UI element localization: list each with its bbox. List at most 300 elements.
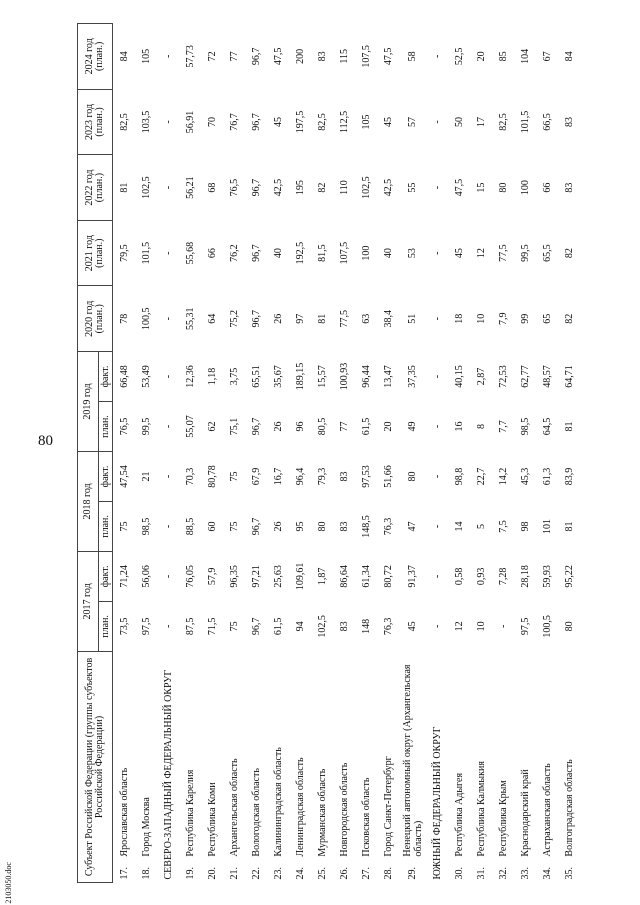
value-cell: 76,7 bbox=[228, 113, 240, 131]
value-cell: 47,5 bbox=[272, 47, 284, 66]
value-cell: 55 bbox=[407, 182, 418, 193]
value-cell: 58 bbox=[407, 51, 418, 62]
value-cell: 40 bbox=[272, 248, 284, 259]
value-cell: 200 bbox=[294, 48, 306, 64]
value-cell: 85 bbox=[497, 51, 509, 62]
value-cell: 96,4 bbox=[294, 467, 306, 486]
row-number: 21. bbox=[228, 867, 240, 880]
value-cell: 77 bbox=[228, 51, 240, 62]
value-cell: - bbox=[162, 424, 174, 429]
value-cell: 76,5 bbox=[118, 417, 130, 436]
value-cell: 51 bbox=[407, 313, 418, 324]
value-cell: 7,5 bbox=[497, 520, 509, 533]
value-cell: 62 bbox=[206, 421, 218, 432]
value-cell: 112,5 bbox=[338, 110, 350, 134]
value-cell: 28,18 bbox=[519, 565, 531, 588]
value-cell: 80,5 bbox=[316, 417, 328, 436]
value-cell: 68 bbox=[206, 182, 218, 193]
value-cell: 26 bbox=[272, 421, 284, 432]
row-number: 35. bbox=[563, 867, 575, 880]
value-cell: 96,7 bbox=[250, 417, 262, 436]
row-number: 33. bbox=[519, 867, 531, 880]
row-number: 29. bbox=[407, 867, 418, 880]
value-cell: 102,5 bbox=[140, 176, 152, 199]
value-cell: 12 bbox=[475, 248, 487, 259]
region-name: Ярославская область bbox=[118, 767, 130, 857]
value-cell: 75 bbox=[228, 471, 240, 482]
value-cell: 67 bbox=[541, 51, 553, 62]
value-cell: 38,4 bbox=[382, 310, 394, 328]
row-number: 22. bbox=[250, 867, 262, 880]
value-cell: 71,5 bbox=[206, 617, 218, 636]
value-cell: 97,53 bbox=[360, 465, 372, 488]
value-cell: 53 bbox=[407, 248, 418, 259]
region-name: Ленинградская область bbox=[294, 757, 306, 857]
value-cell: 88,5 bbox=[184, 517, 196, 536]
region-name: Ненецкий автономный округ (Архангельская область) bbox=[401, 664, 424, 857]
value-cell: 99 bbox=[519, 313, 531, 324]
table-row bbox=[448, 24, 470, 883]
value-cell: 55,07 bbox=[184, 415, 196, 438]
row-number: 27. bbox=[360, 867, 372, 880]
data-table bbox=[77, 23, 580, 883]
value-cell: 75 bbox=[228, 521, 240, 532]
value-cell: 77,5 bbox=[338, 310, 350, 328]
table-row bbox=[333, 24, 355, 883]
value-cell: 96,7 bbox=[250, 47, 262, 66]
value-cell: 107,5 bbox=[338, 241, 350, 265]
value-cell: 8 bbox=[475, 424, 487, 429]
value-cell: 80 bbox=[563, 621, 575, 632]
region-name: Калининградская область bbox=[272, 747, 284, 857]
year-header: 2018 год bbox=[78, 451, 99, 551]
value-cell: 109,61 bbox=[294, 562, 306, 591]
value-cell: - bbox=[162, 251, 174, 255]
region-name: Астраханская область bbox=[541, 763, 553, 857]
value-cell: 10 bbox=[475, 313, 487, 324]
value-cell: 81,5 bbox=[316, 244, 328, 262]
value-cell: - bbox=[431, 374, 443, 379]
value-cell: 66 bbox=[206, 248, 218, 259]
value-cell: 97 bbox=[294, 313, 306, 324]
region-name: Республика Крым bbox=[497, 780, 509, 857]
value-cell: 66,5 bbox=[541, 113, 553, 131]
value-cell: 76,2 bbox=[228, 244, 240, 262]
row-number: 19. bbox=[184, 867, 196, 880]
value-cell: - bbox=[431, 120, 443, 124]
region-name: Волгоградская область bbox=[563, 759, 575, 857]
value-cell: 64 bbox=[206, 313, 218, 324]
value-cell: 12 bbox=[453, 621, 465, 632]
value-cell: 49 bbox=[407, 421, 418, 432]
value-cell: 84 bbox=[118, 51, 130, 62]
rotated-table-container bbox=[77, 23, 637, 883]
value-cell: 1,18 bbox=[206, 367, 218, 386]
value-cell: 79,5 bbox=[118, 244, 130, 262]
row-number: 24. bbox=[294, 867, 306, 880]
value-cell: 7,9 bbox=[497, 312, 509, 325]
table-row bbox=[536, 24, 558, 883]
value-cell: 98,5 bbox=[519, 417, 531, 436]
value-cell: - bbox=[431, 524, 443, 529]
value-cell: 81 bbox=[563, 521, 575, 532]
value-cell: 47,5 bbox=[453, 178, 465, 197]
value-cell: 98,8 bbox=[453, 467, 465, 486]
page-number: 80 bbox=[38, 433, 53, 449]
value-cell: 100 bbox=[519, 180, 531, 196]
row-number: 30. bbox=[453, 867, 465, 880]
year-header: 2023 год (план.) bbox=[78, 89, 113, 155]
value-cell: - bbox=[162, 624, 174, 629]
fact-subheader: факт. bbox=[99, 451, 113, 501]
table-row bbox=[355, 24, 377, 883]
value-cell: 70 bbox=[206, 116, 218, 127]
value-cell: 115 bbox=[338, 49, 350, 64]
value-cell: 83 bbox=[316, 51, 328, 62]
value-cell: 97,5 bbox=[519, 617, 531, 636]
value-cell: 53,49 bbox=[140, 365, 152, 388]
value-cell: 0,58 bbox=[453, 567, 465, 586]
row-number: 23. bbox=[272, 867, 284, 880]
value-cell: 45,3 bbox=[519, 467, 531, 486]
value-cell: 45 bbox=[453, 248, 465, 259]
value-cell: 80 bbox=[407, 471, 418, 482]
value-cell: 197,5 bbox=[294, 110, 306, 134]
value-cell: 64,5 bbox=[541, 417, 553, 436]
table-row bbox=[267, 24, 289, 883]
value-cell: - bbox=[431, 474, 443, 479]
value-cell: 61,5 bbox=[360, 417, 372, 436]
row-number: 25. bbox=[316, 867, 328, 880]
region-name: Новгородская область bbox=[338, 762, 350, 857]
row-number: 32. bbox=[497, 867, 509, 880]
value-cell: 81 bbox=[563, 421, 575, 432]
value-cell: 105 bbox=[140, 48, 152, 64]
region-name: Республика Адыгея bbox=[453, 772, 465, 857]
row-number: 34. bbox=[541, 867, 553, 880]
value-cell: 82,5 bbox=[118, 113, 130, 131]
value-cell: 45 bbox=[407, 621, 418, 632]
year-header: 2022 год (план.) bbox=[78, 155, 113, 221]
table-row bbox=[135, 24, 157, 883]
value-cell: 96,7 bbox=[250, 517, 262, 536]
value-cell: 35,67 bbox=[272, 365, 284, 388]
value-cell: 96,7 bbox=[250, 113, 262, 131]
value-cell: 91,37 bbox=[407, 565, 418, 588]
value-cell: - bbox=[162, 120, 174, 124]
value-cell: 84 bbox=[563, 51, 575, 62]
value-cell: 189,15 bbox=[294, 362, 306, 391]
value-cell: 96,7 bbox=[250, 617, 262, 636]
value-cell: 96,44 bbox=[360, 365, 372, 388]
value-cell: 65 bbox=[541, 313, 553, 324]
table-row bbox=[201, 24, 223, 883]
value-cell: 76,05 bbox=[184, 565, 196, 588]
value-cell: 76,5 bbox=[228, 178, 240, 197]
value-cell: 55,31 bbox=[184, 307, 196, 330]
value-cell: 99,5 bbox=[140, 417, 152, 436]
value-cell: - bbox=[497, 624, 509, 629]
region-name: Архангельская область bbox=[228, 758, 240, 857]
value-cell: 102,5 bbox=[316, 615, 328, 638]
value-cell: 77,5 bbox=[497, 244, 509, 262]
value-cell: 7,7 bbox=[497, 420, 509, 433]
value-cell: 99,5 bbox=[519, 244, 531, 262]
year-header: 2019 год bbox=[78, 352, 99, 452]
value-cell: 45 bbox=[272, 116, 284, 127]
value-cell: 83 bbox=[338, 471, 350, 482]
table-row bbox=[492, 24, 514, 883]
value-cell: 100,93 bbox=[338, 362, 350, 391]
value-cell: 52,5 bbox=[453, 47, 465, 66]
row-number: 28. bbox=[382, 867, 394, 880]
value-cell: 98 bbox=[519, 521, 531, 532]
row-number: 18. bbox=[140, 867, 152, 880]
value-cell: 75 bbox=[228, 621, 240, 632]
value-cell: 26 bbox=[272, 313, 284, 324]
value-cell: 16,7 bbox=[272, 467, 284, 486]
value-cell: 16 bbox=[453, 421, 465, 432]
value-cell: 66,48 bbox=[118, 365, 130, 388]
value-cell: 96 bbox=[294, 421, 306, 432]
value-cell: 148 bbox=[360, 618, 372, 634]
value-cell: 72,53 bbox=[497, 365, 509, 388]
year-header: 2017 год bbox=[78, 551, 99, 651]
region-name: Вологодская область bbox=[250, 768, 262, 857]
table-header bbox=[78, 24, 113, 883]
value-cell: - bbox=[162, 374, 174, 379]
value-cell: 103,5 bbox=[140, 110, 152, 134]
value-cell: 47 bbox=[407, 521, 418, 532]
value-cell: 15 bbox=[475, 182, 487, 193]
value-cell: 77 bbox=[338, 421, 350, 432]
value-cell: 56,21 bbox=[184, 176, 196, 199]
value-cell: 82,5 bbox=[497, 113, 509, 131]
year-header: 2020 год (план.) bbox=[78, 286, 113, 352]
value-cell: 72 bbox=[206, 51, 218, 62]
value-cell: - bbox=[162, 185, 174, 190]
value-cell: - bbox=[162, 524, 174, 529]
value-cell: 78 bbox=[118, 313, 130, 324]
value-cell: 75,1 bbox=[228, 417, 240, 436]
value-cell: - bbox=[431, 251, 443, 255]
value-cell: 100,5 bbox=[140, 307, 152, 330]
value-cell: 95,22 bbox=[563, 565, 575, 588]
table-body bbox=[113, 24, 581, 883]
value-cell: 65,5 bbox=[541, 244, 553, 262]
table-row bbox=[558, 24, 580, 883]
value-cell: 56,06 bbox=[140, 565, 152, 588]
region-name: Республика Калмыкия bbox=[475, 761, 487, 857]
value-cell: 20 bbox=[382, 421, 394, 432]
value-cell: 3,75 bbox=[228, 367, 240, 386]
value-cell: 94 bbox=[294, 621, 306, 632]
value-cell: 80 bbox=[497, 182, 509, 193]
value-cell: 81 bbox=[316, 313, 328, 324]
value-cell: 107,5 bbox=[360, 45, 372, 68]
value-cell: 0,93 bbox=[475, 567, 487, 586]
section-row bbox=[157, 24, 179, 883]
section-title: СЕВЕРО-ЗАПАДНЫЙ ФЕДЕРАЛЬНЫЙ ОКРУГ bbox=[162, 669, 174, 880]
value-cell: - bbox=[431, 574, 443, 579]
value-cell: 26 bbox=[272, 521, 284, 532]
value-cell: 64,71 bbox=[563, 365, 575, 388]
value-cell: 45 bbox=[382, 116, 394, 127]
value-cell: 83 bbox=[563, 116, 575, 127]
value-cell: 61,5 bbox=[272, 617, 284, 636]
value-cell: 59,93 bbox=[541, 565, 553, 588]
value-cell: 5 bbox=[475, 523, 487, 529]
value-cell: 83,9 bbox=[563, 467, 575, 486]
region-name: Город Москва bbox=[140, 797, 152, 857]
table-row bbox=[179, 24, 201, 883]
value-cell: - bbox=[431, 54, 443, 59]
value-cell: 65,51 bbox=[250, 365, 262, 388]
value-cell: - bbox=[162, 474, 174, 479]
subject-header: Субъект Российской Федерации (группы субъектов Российской Федерации) bbox=[78, 651, 113, 882]
value-cell: 2,87 bbox=[475, 367, 487, 386]
row-number: 31. bbox=[475, 867, 487, 880]
value-cell: 40,15 bbox=[453, 365, 465, 388]
value-cell: 95 bbox=[294, 521, 306, 532]
value-cell: 81 bbox=[118, 182, 130, 193]
value-cell: 57 bbox=[407, 116, 418, 127]
value-cell: 100 bbox=[360, 245, 372, 261]
value-cell: 60 bbox=[206, 521, 218, 532]
row-number: 20. bbox=[206, 867, 218, 880]
value-cell: 18 bbox=[453, 313, 465, 324]
value-cell: 37,35 bbox=[407, 365, 418, 388]
value-cell: 55,68 bbox=[184, 241, 196, 265]
row-number: 26. bbox=[338, 867, 350, 880]
region-name: Город Санкт-Петербург bbox=[382, 756, 394, 857]
value-cell: - bbox=[431, 317, 443, 321]
value-cell: 7,28 bbox=[497, 567, 509, 586]
value-cell: 48,57 bbox=[541, 365, 553, 388]
value-cell: 66 bbox=[541, 182, 553, 193]
value-cell: 192,5 bbox=[294, 241, 306, 265]
value-cell: 70,3 bbox=[184, 467, 196, 486]
value-cell: 80,78 bbox=[206, 465, 218, 488]
document-code: 2103050.doc bbox=[4, 862, 13, 904]
value-cell: 80,72 bbox=[382, 565, 394, 588]
value-cell: 61,3 bbox=[541, 467, 553, 486]
value-cell: 12,36 bbox=[184, 365, 196, 388]
value-cell: - bbox=[431, 624, 443, 629]
value-cell: 101,5 bbox=[519, 110, 531, 134]
value-cell: 21 bbox=[140, 471, 152, 482]
value-cell: 67,9 bbox=[250, 467, 262, 486]
fact-subheader: факт. bbox=[99, 352, 113, 402]
value-cell: 25,63 bbox=[272, 565, 284, 588]
value-cell: 82 bbox=[563, 248, 575, 259]
value-cell: 82,5 bbox=[316, 113, 328, 131]
value-cell: 100,5 bbox=[541, 615, 553, 638]
value-cell: 96,35 bbox=[228, 565, 240, 588]
value-cell: 101,5 bbox=[140, 241, 152, 265]
value-cell: 195 bbox=[294, 180, 306, 196]
value-cell: 75 bbox=[118, 521, 130, 532]
region-name: Псковская область bbox=[360, 777, 372, 857]
value-cell: 87,5 bbox=[184, 617, 196, 636]
section-row bbox=[426, 24, 448, 883]
region-name: Мурманская область bbox=[316, 768, 328, 857]
value-cell: - bbox=[431, 185, 443, 190]
value-cell: 40 bbox=[382, 248, 394, 259]
row-number: 17. bbox=[118, 867, 130, 880]
value-cell: 62,77 bbox=[519, 365, 531, 388]
table-row bbox=[377, 24, 399, 883]
value-cell: 101 bbox=[541, 518, 553, 534]
value-cell: 83 bbox=[338, 621, 350, 632]
value-cell: 79,3 bbox=[316, 467, 328, 486]
value-cell: 102,5 bbox=[360, 176, 372, 199]
table-row bbox=[245, 24, 267, 883]
table-row bbox=[113, 24, 136, 883]
value-cell: 98,5 bbox=[140, 517, 152, 536]
value-cell: 80 bbox=[316, 521, 328, 532]
value-cell: 51,66 bbox=[382, 465, 394, 488]
value-cell: 14,2 bbox=[497, 467, 509, 486]
plan-subheader: план. bbox=[99, 601, 113, 651]
value-cell: 17 bbox=[475, 116, 487, 127]
value-cell: - bbox=[431, 424, 443, 429]
table-row bbox=[223, 24, 245, 883]
value-cell: 82 bbox=[316, 182, 328, 193]
plan-subheader: план. bbox=[99, 501, 113, 551]
value-cell: 57,9 bbox=[206, 567, 218, 586]
value-cell: 105 bbox=[360, 114, 372, 130]
table-row bbox=[289, 24, 311, 883]
value-cell: 1,87 bbox=[316, 567, 328, 586]
value-cell: 96,7 bbox=[250, 310, 262, 328]
region-name: Краснодарский край bbox=[519, 769, 531, 857]
value-cell: 86,64 bbox=[338, 565, 350, 588]
value-cell: 47,5 bbox=[382, 47, 394, 66]
value-cell: 148,5 bbox=[360, 515, 372, 538]
value-cell: 97,21 bbox=[250, 565, 262, 588]
value-cell: 13,47 bbox=[382, 365, 394, 388]
value-cell: 42,5 bbox=[272, 178, 284, 197]
value-cell: 22,7 bbox=[475, 467, 487, 486]
value-cell: 61,34 bbox=[360, 565, 372, 588]
value-cell: 47,54 bbox=[118, 465, 130, 488]
value-cell: 73,5 bbox=[118, 617, 130, 636]
value-cell: - bbox=[162, 574, 174, 579]
region-name: Республика Карелия bbox=[184, 769, 196, 857]
value-cell: 104 bbox=[519, 48, 531, 64]
value-cell: 63 bbox=[360, 313, 372, 324]
value-cell: 82 bbox=[563, 313, 575, 324]
value-cell: 97,5 bbox=[140, 617, 152, 636]
value-cell: 110 bbox=[338, 180, 350, 195]
value-cell: 96,7 bbox=[250, 244, 262, 262]
value-cell: 76,3 bbox=[382, 517, 394, 536]
value-cell: 83 bbox=[563, 182, 575, 193]
plan-subheader: план. bbox=[99, 402, 113, 452]
value-cell: 20 bbox=[475, 51, 487, 62]
value-cell: - bbox=[162, 317, 174, 321]
value-cell: 50 bbox=[453, 116, 465, 127]
value-cell: 75,2 bbox=[228, 310, 240, 328]
value-cell: 14 bbox=[453, 521, 465, 532]
region-name: Республика Коми bbox=[206, 782, 218, 857]
value-cell: 15,57 bbox=[316, 365, 328, 388]
table-row bbox=[514, 24, 536, 883]
fact-subheader: факт. bbox=[99, 551, 113, 601]
value-cell: 56,91 bbox=[184, 110, 196, 134]
value-cell: 96,7 bbox=[250, 178, 262, 197]
